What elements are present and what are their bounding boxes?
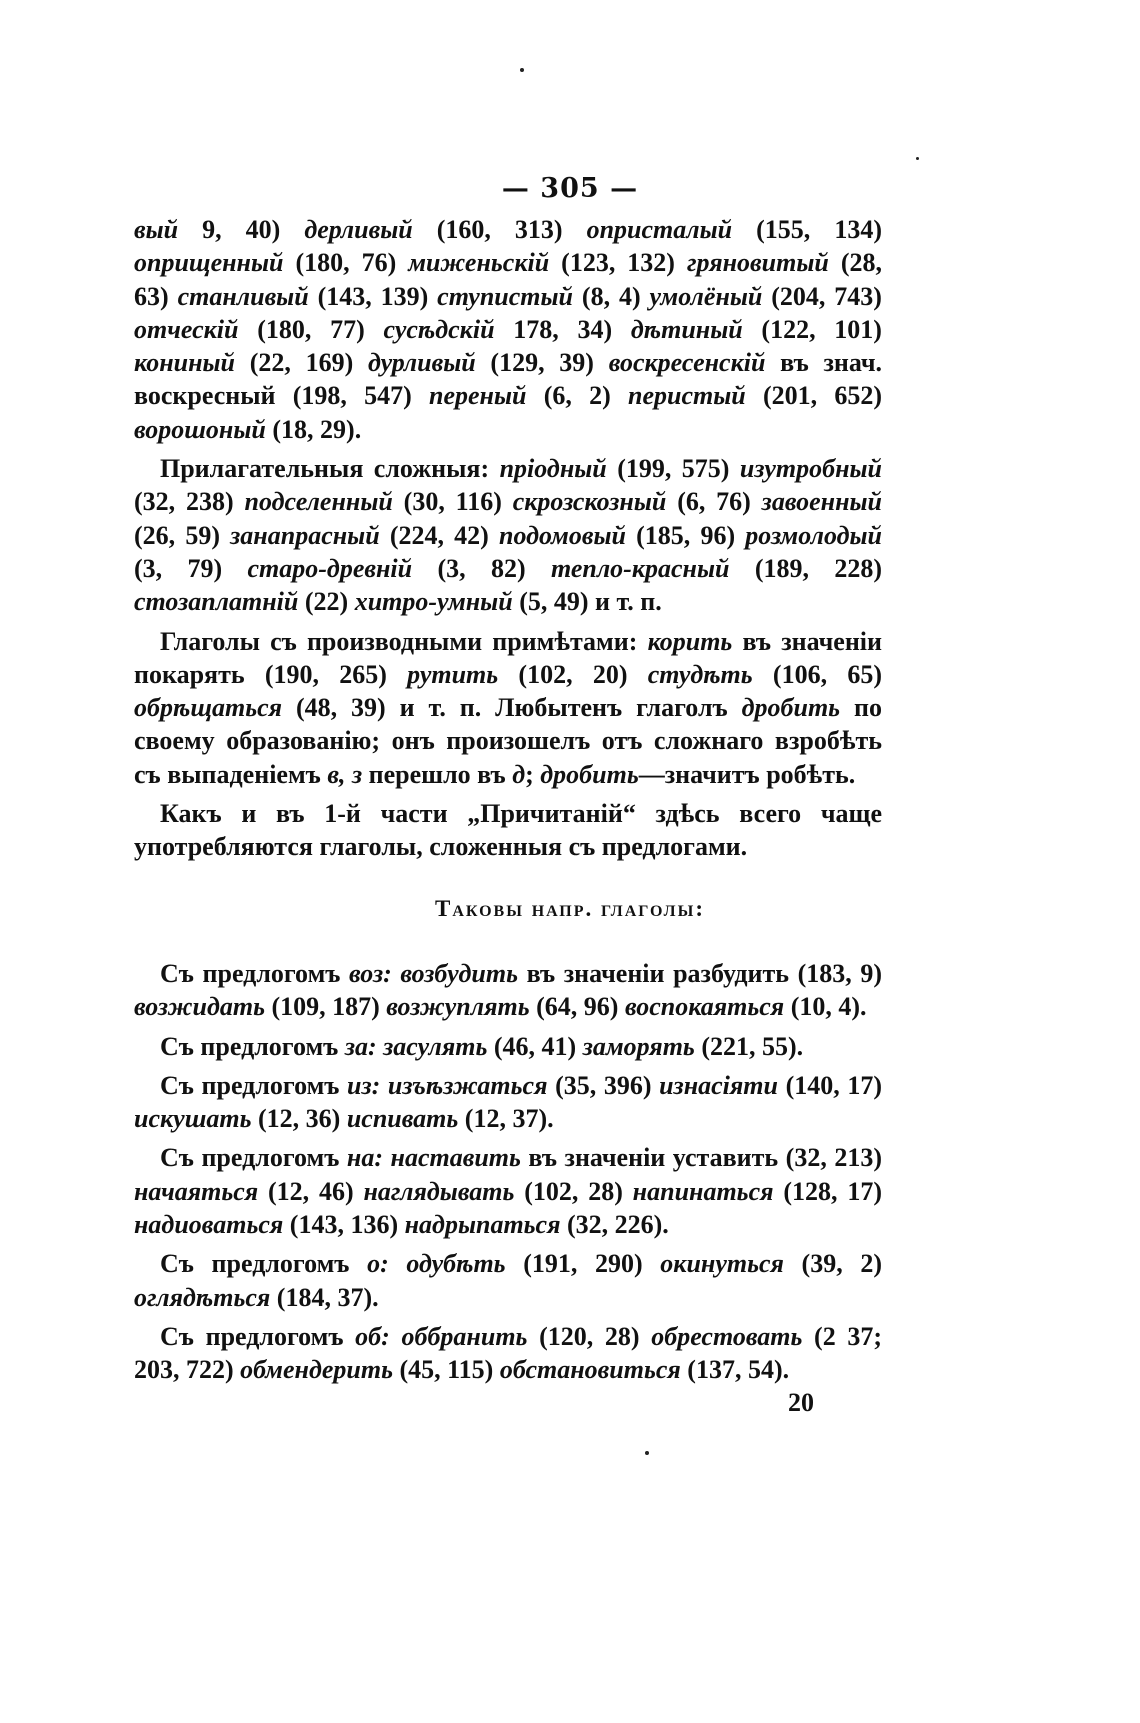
body-text-upper	[134, 213, 882, 864]
text-run: Съ предлогомъ	[160, 1249, 368, 1279]
text-run: перешло въ	[362, 759, 513, 789]
italic-term: корить	[647, 626, 733, 656]
text-run: (12, 37).	[458, 1104, 554, 1134]
paragraph-prefix-na	[134, 1141, 882, 1241]
italic-term: станливый	[177, 281, 309, 311]
text-run: (28, 63)	[134, 248, 882, 311]
text-run	[390, 1322, 402, 1351]
italic-term: стозаплатній	[134, 587, 299, 617]
text-run: (221, 55).	[694, 1031, 804, 1061]
text-run: (3, 79)	[134, 553, 248, 583]
text-run: (22)	[298, 587, 355, 617]
italic-term: ступистый	[437, 281, 574, 311]
italic-term: тепло-красный	[550, 553, 730, 583]
italic-term: дерливый	[304, 215, 413, 244]
text-run: (12, 36)	[251, 1104, 347, 1134]
text-run: въ значеніи разбудить (183, 9)	[518, 959, 883, 988]
italic-term: оббранить	[401, 1321, 528, 1351]
italic-term: из:	[347, 1070, 381, 1100]
italic-term: сусѣдскій	[383, 314, 495, 344]
text-run: (8, 4)	[573, 281, 650, 311]
italic-term: подселенный	[244, 487, 393, 517]
italic-term: розмолодый	[745, 520, 882, 550]
italic-term: о:	[367, 1249, 389, 1279]
italic-term: обрестовать	[651, 1321, 803, 1351]
paragraph-prefixed-verbs-intro	[134, 797, 882, 864]
text-run: (155, 134)	[732, 215, 882, 244]
page-number: — 305 —	[501, 173, 639, 204]
italic-term: рутить	[407, 659, 499, 689]
paragraph-compound-adjectives	[134, 452, 882, 618]
text-run: (26, 59)	[134, 520, 231, 550]
italic-term: вый	[134, 215, 179, 244]
text-run: (140, 17)	[777, 1070, 882, 1100]
text-run: (184, 37).	[270, 1282, 379, 1312]
italic-term: воскресенскій	[608, 348, 766, 378]
text-run: 9, 40)	[178, 215, 305, 244]
italic-term: дробить	[741, 693, 841, 723]
italic-term: гряновитый	[686, 248, 829, 278]
italic-term: надиоваться	[134, 1210, 284, 1240]
text-run: (35, 396)	[547, 1070, 660, 1100]
text-run: (102, 28)	[514, 1176, 633, 1206]
italic-term: напинаться	[632, 1176, 774, 1206]
text-run: (64, 96)	[529, 992, 625, 1022]
ink-speck	[520, 68, 524, 72]
text-run: (10, 4).	[784, 992, 867, 1022]
text-run: въ знач. воскресный (198, 547)	[134, 348, 882, 411]
italic-term: на:	[346, 1143, 383, 1173]
text-run: —значитъ робѣть.	[638, 759, 856, 789]
text-run: (160, 313)	[412, 215, 587, 244]
italic-term: возжидать	[134, 992, 265, 1022]
paragraph-prefix-iz	[134, 1069, 882, 1136]
italic-term: об:	[355, 1321, 390, 1351]
section-heading: Таковы напр. глаголы:	[435, 896, 705, 921]
paragraph-adjectives-continued	[134, 213, 882, 446]
italic-term: в, з	[327, 759, 363, 789]
text-run: (3, 82)	[412, 553, 551, 583]
paragraph-prefix-ob	[134, 1320, 882, 1387]
italic-term: обстановиться	[499, 1355, 681, 1385]
text-run: (39, 2)	[783, 1249, 882, 1279]
body-text-lower	[134, 951, 882, 1387]
italic-term: искушать	[134, 1104, 252, 1134]
italic-term: изутробный	[739, 454, 883, 484]
italic-term: заморять	[582, 1031, 695, 1061]
italic-term: переный	[429, 381, 527, 411]
text-run: Прилагательныя сложныя:	[160, 454, 500, 484]
text-run: (48, 39) и т. п. Любытенъ глаголъ	[282, 693, 742, 723]
ink-speck	[916, 157, 919, 160]
text-run: (199, 575)	[606, 454, 740, 484]
text-run: (123, 132)	[549, 248, 687, 278]
italic-term: дѣтиный	[630, 314, 743, 344]
text-run: Какъ и въ 1-й части „Причитаній“ здѣсь всего чаще употребляются глаголы, сложенныя съ предлогами.	[134, 799, 882, 862]
text-run: (2 37; 203, 722)	[134, 1321, 883, 1385]
paragraph-prefix-o	[134, 1247, 882, 1314]
italic-term: пріодный	[499, 454, 607, 484]
text-run: (30, 116)	[392, 487, 513, 517]
text-run: (12, 46)	[258, 1176, 364, 1206]
text-run: (180, 77)	[238, 314, 384, 344]
text-run: (143, 136)	[283, 1210, 405, 1240]
text-run: (137, 54).	[680, 1355, 790, 1385]
text-run	[389, 1249, 407, 1278]
paragraph-derived-verbs	[134, 625, 882, 791]
text-run: (129, 39)	[475, 348, 609, 378]
text-run: (106, 65)	[752, 659, 882, 689]
italic-term: старо-древній	[247, 553, 413, 583]
text-run: (120, 28)	[527, 1321, 652, 1351]
text-run: (32, 238)	[134, 487, 245, 517]
text-run: Глаголы съ производными примѣтами:	[160, 626, 648, 656]
italic-term: оглядѣться	[134, 1282, 271, 1312]
text-run: Съ предлогомъ	[160, 1321, 356, 1351]
italic-term: воспокаяться	[624, 992, 785, 1022]
italic-term: перистый	[627, 381, 746, 411]
italic-term: воз:	[349, 959, 392, 988]
text-run: (32, 226).	[560, 1210, 669, 1240]
italic-term: наглядывать	[363, 1176, 515, 1206]
italic-term: начаяться	[134, 1176, 259, 1206]
text-run: 178, 34)	[494, 314, 631, 344]
signature-mark: 20	[788, 1388, 814, 1417]
text-run: (6, 2)	[526, 381, 628, 411]
text-run: (6, 76)	[666, 487, 762, 517]
text-run	[380, 1071, 388, 1100]
italic-term: засулять	[383, 1031, 488, 1061]
italic-term: изъѣзжаться	[387, 1070, 548, 1100]
italic-term: одубѣть	[406, 1249, 506, 1279]
text-run: Съ предлогомъ	[160, 1143, 347, 1173]
paragraph-prefix-voz	[134, 957, 882, 1024]
text-run: въ значеніи покарять (190, 265)	[134, 626, 882, 689]
text-run: Съ предлогомъ	[160, 1070, 348, 1100]
italic-term: надрыпаться	[404, 1210, 561, 1240]
text-run: (122, 101)	[742, 314, 882, 344]
italic-term: миженьскій	[408, 248, 550, 278]
text-run	[383, 1143, 391, 1172]
italic-term: дурливый	[368, 348, 476, 378]
italic-term: оприщенный	[134, 248, 284, 278]
text-run: Съ предлогомъ	[160, 1031, 345, 1061]
italic-term: скрозскозный	[512, 487, 667, 517]
text-run: (143, 139)	[308, 281, 438, 311]
text-run: (5, 49) и т. п.	[512, 587, 662, 617]
italic-term: возжуплять	[386, 992, 530, 1022]
text-run: (185, 96)	[625, 520, 746, 550]
italic-term: отческій	[134, 314, 239, 344]
text-run: (191, 290)	[505, 1249, 661, 1279]
text-run: (45, 115)	[392, 1355, 500, 1385]
italic-term: завоенный	[761, 487, 882, 517]
text-run: (224, 42)	[379, 520, 499, 550]
paragraph-prefix-za	[134, 1030, 882, 1063]
text-run: (189, 228)	[729, 553, 882, 583]
text-run: въ значеніи уставить (32, 213)	[520, 1143, 883, 1173]
italic-term: обмендерить	[240, 1355, 393, 1385]
italic-term: обрѣщаться	[134, 693, 283, 723]
italic-term: дробить	[540, 759, 639, 789]
text-run: (46, 41)	[487, 1031, 583, 1061]
text-run: (201, 652)	[745, 381, 882, 411]
italic-term: возбудить	[400, 959, 518, 988]
italic-term: испивать	[346, 1104, 459, 1134]
italic-term: хитро-умный	[354, 587, 513, 617]
text-run: по своему образованію; онъ произошелъ отъ сложнаго взробѣть съ выпаденіемъ	[134, 693, 882, 789]
italic-term: изнасіяти	[659, 1070, 778, 1100]
text-run: ;	[525, 759, 541, 789]
italic-term: занапрасный	[230, 520, 380, 550]
italic-term: подомовый	[499, 520, 626, 550]
text-run: (128, 17)	[773, 1176, 882, 1206]
italic-term: наставить	[390, 1143, 521, 1173]
italic-term: умолёный	[649, 281, 763, 311]
text-run: (180, 76)	[283, 248, 409, 278]
italic-term: студѣть	[647, 659, 753, 689]
italic-term: опристалый	[586, 215, 733, 244]
text-run: (22, 169)	[235, 348, 369, 378]
text-run: (18, 29).	[265, 414, 362, 444]
text-run: (204, 743)	[762, 281, 882, 311]
italic-term: кониный	[134, 348, 236, 378]
italic-term: ворошоный	[134, 414, 266, 444]
italic-term: окинуться	[660, 1249, 784, 1279]
italic-term: д	[512, 759, 526, 789]
italic-term: за:	[344, 1031, 377, 1061]
text-run: (102, 20)	[498, 659, 648, 689]
text-run: (109, 187)	[264, 992, 387, 1022]
ink-speck	[645, 1451, 649, 1455]
text-run: Съ предлогомъ	[160, 959, 350, 988]
